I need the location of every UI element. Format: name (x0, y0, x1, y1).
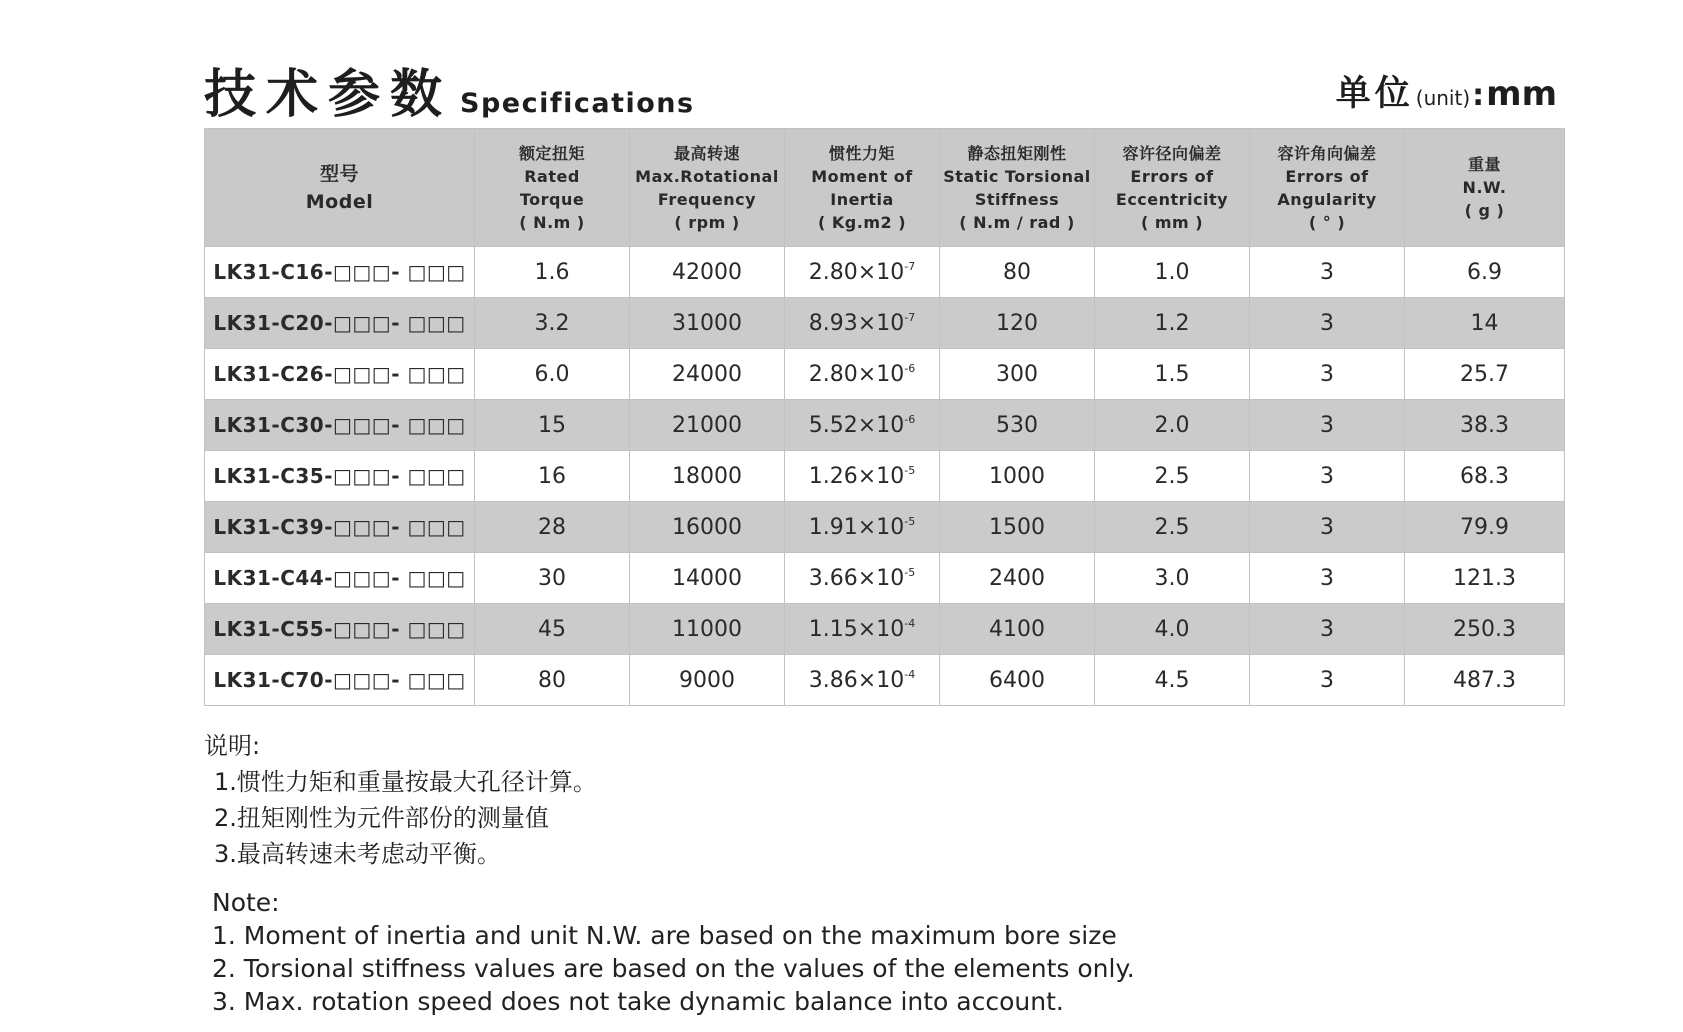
inertia-base: 1.91×10 (808, 514, 905, 540)
cell-static-stiffness: 4100 (940, 604, 1095, 655)
column-header-model: 型号 Model (205, 129, 475, 247)
cell-static-stiffness: 300 (940, 349, 1095, 400)
column-header-rated-torque: 额定扭矩 Rated Torque ( N.m ) (475, 129, 630, 247)
cell-moment-of-inertia (785, 247, 940, 298)
cell-weight: 79.9 (1405, 502, 1565, 553)
inertia-exponent: -7 (904, 259, 916, 273)
cell-rated-torque: 1.6 (475, 247, 630, 298)
inertia-base: 2.80×10 (808, 259, 905, 285)
table-row (205, 502, 1565, 553)
cell-weight: 121.3 (1405, 553, 1565, 604)
inertia-exponent: -5 (904, 463, 916, 477)
cell-angularity: 3 (1250, 553, 1405, 604)
cell-angularity: 3 (1250, 604, 1405, 655)
column-header-angularity: 容许角向偏差 Errors of Angularity ( ° ) (1250, 129, 1405, 247)
table-row (205, 298, 1565, 349)
page-title (204, 52, 695, 127)
cell-static-stiffness: 1500 (940, 502, 1095, 553)
cell-max-frequency: 42000 (630, 247, 785, 298)
table-row (205, 349, 1565, 400)
cell-model: LK31-C35-□□□- □□□ (205, 451, 475, 502)
notes-chinese (204, 728, 597, 872)
cell-model: LK31-C44-□□□- □□□ (205, 553, 475, 604)
unit-paren: (unit) (1415, 86, 1471, 110)
inertia-exponent: -6 (904, 412, 916, 426)
cell-eccentricity: 2.5 (1095, 502, 1250, 553)
cell-moment-of-inertia (785, 349, 940, 400)
cell-weight: 68.3 (1405, 451, 1565, 502)
inertia-exponent: -4 (904, 616, 916, 630)
cell-model: LK31-C70-□□□- □□□ (205, 655, 475, 706)
notes-chinese-item: 2.扭矩刚性为元件部份的测量值 (214, 804, 549, 832)
cell-model: LK31-C26-□□□- □□□ (205, 349, 475, 400)
unit-chinese: 单位 (1335, 74, 1414, 114)
cell-rated-torque: 16 (475, 451, 630, 502)
notes-english-heading: Note: (212, 888, 280, 917)
cell-weight: 14 (1405, 298, 1565, 349)
inertia-base: 2.80×10 (808, 361, 905, 387)
notes-chinese-item: 3.最高转速未考虑动平衡。 (214, 840, 501, 868)
cell-max-frequency: 31000 (630, 298, 785, 349)
cell-rated-torque: 80 (475, 655, 630, 706)
cell-eccentricity: 4.0 (1095, 604, 1250, 655)
cell-moment-of-inertia (785, 451, 940, 502)
title-chinese: 技术参数 (204, 65, 453, 125)
cell-eccentricity: 3.0 (1095, 553, 1250, 604)
notes-english-item: 1. Moment of inertia and unit N.W. are based on the maximum bore size (212, 921, 1117, 950)
cell-angularity: 3 (1250, 400, 1405, 451)
cell-model: LK31-C30-□□□- □□□ (205, 400, 475, 451)
cell-rated-torque: 28 (475, 502, 630, 553)
cell-static-stiffness: 2400 (940, 553, 1095, 604)
cell-weight: 38.3 (1405, 400, 1565, 451)
cell-rated-torque: 6.0 (475, 349, 630, 400)
cell-eccentricity: 2.0 (1095, 400, 1250, 451)
inertia-base: 1.26×10 (808, 463, 905, 489)
table-row (205, 655, 1565, 706)
table-row (205, 400, 1565, 451)
table-row (205, 604, 1565, 655)
cell-rated-torque: 15 (475, 400, 630, 451)
cell-angularity: 3 (1250, 502, 1405, 553)
cell-moment-of-inertia (785, 553, 940, 604)
notes-chinese-heading: 说明: (204, 732, 261, 760)
cell-angularity: 3 (1250, 655, 1405, 706)
notes-english-item: 3. Max. rotation speed does not take dynamic balance into account. (212, 987, 1064, 1016)
column-header-weight: 重量 N.W. ( g ) (1405, 129, 1565, 247)
inertia-exponent: -7 (904, 310, 916, 324)
cell-weight: 25.7 (1405, 349, 1565, 400)
cell-max-frequency: 21000 (630, 400, 785, 451)
cell-max-frequency: 9000 (630, 655, 785, 706)
column-header-static-stiffness: 静态扭矩刚性 Static Torsional Stiffness ( N.m / rad ) (940, 129, 1095, 247)
table-header-row (205, 129, 1565, 247)
table-row (205, 247, 1565, 298)
cell-model: LK31-C39-□□□- □□□ (205, 502, 475, 553)
cell-max-frequency: 24000 (630, 349, 785, 400)
cell-rated-torque: 3.2 (475, 298, 630, 349)
cell-static-stiffness: 80 (940, 247, 1095, 298)
cell-moment-of-inertia (785, 604, 940, 655)
inertia-exponent: -6 (904, 361, 916, 375)
cell-max-frequency: 11000 (630, 604, 785, 655)
cell-moment-of-inertia (785, 298, 940, 349)
cell-angularity: 3 (1250, 247, 1405, 298)
inertia-base: 3.66×10 (808, 565, 905, 591)
inertia-exponent: -5 (904, 514, 916, 528)
cell-model: LK31-C55-□□□- □□□ (205, 604, 475, 655)
column-header-max-frequency: 最高转速 Max.Rotational Frequency ( rpm ) (630, 129, 785, 247)
table-body (205, 247, 1565, 706)
inertia-exponent: -5 (904, 565, 916, 579)
cell-eccentricity: 2.5 (1095, 451, 1250, 502)
cell-weight: 6.9 (1405, 247, 1565, 298)
cell-weight: 487.3 (1405, 655, 1565, 706)
cell-eccentricity: 1.2 (1095, 298, 1250, 349)
cell-eccentricity: 1.5 (1095, 349, 1250, 400)
title-english: Specifications (460, 88, 695, 119)
inertia-base: 1.15×10 (808, 616, 905, 642)
cell-weight: 250.3 (1405, 604, 1565, 655)
cell-eccentricity: 1.0 (1095, 247, 1250, 298)
cell-static-stiffness: 6400 (940, 655, 1095, 706)
cell-model: LK31-C20-□□□- □□□ (205, 298, 475, 349)
notes-english (212, 886, 1135, 1018)
inertia-base: 3.86×10 (808, 667, 905, 693)
cell-angularity: 3 (1250, 349, 1405, 400)
table-row (205, 451, 1565, 502)
inertia-base: 5.52×10 (808, 412, 905, 438)
cell-moment-of-inertia (785, 502, 940, 553)
table-row (205, 553, 1565, 604)
cell-static-stiffness: 1000 (940, 451, 1095, 502)
cell-moment-of-inertia (785, 655, 940, 706)
cell-max-frequency: 16000 (630, 502, 785, 553)
cell-moment-of-inertia (785, 400, 940, 451)
column-header-moment-of-inertia: 惯性力矩 Moment of Inertia ( Kg.m2 ) (785, 129, 940, 247)
cell-max-frequency: 18000 (630, 451, 785, 502)
inertia-base: 8.93×10 (808, 310, 905, 336)
cell-angularity: 3 (1250, 298, 1405, 349)
cell-static-stiffness: 530 (940, 400, 1095, 451)
column-header-eccentricity: 容许径向偏差 Errors of Eccentricity ( mm ) (1095, 129, 1250, 247)
unit-value: mm (1486, 74, 1557, 114)
cell-eccentricity: 4.5 (1095, 655, 1250, 706)
cell-rated-torque: 45 (475, 604, 630, 655)
inertia-exponent: -4 (904, 667, 916, 681)
cell-rated-torque: 30 (475, 553, 630, 604)
cell-angularity: 3 (1250, 451, 1405, 502)
notes-english-item: 2. Torsional stiffness values are based on the values of the elements only. (212, 954, 1135, 983)
cell-static-stiffness: 120 (940, 298, 1095, 349)
cell-max-frequency: 14000 (630, 553, 785, 604)
unit-label (1336, 66, 1557, 116)
notes-chinese-item: 1.惯性力矩和重量按最大孔径计算。 (214, 768, 597, 796)
spec-table (204, 128, 1565, 706)
unit-colon: : (1472, 78, 1485, 113)
cell-model: LK31-C16-□□□- □□□ (205, 247, 475, 298)
